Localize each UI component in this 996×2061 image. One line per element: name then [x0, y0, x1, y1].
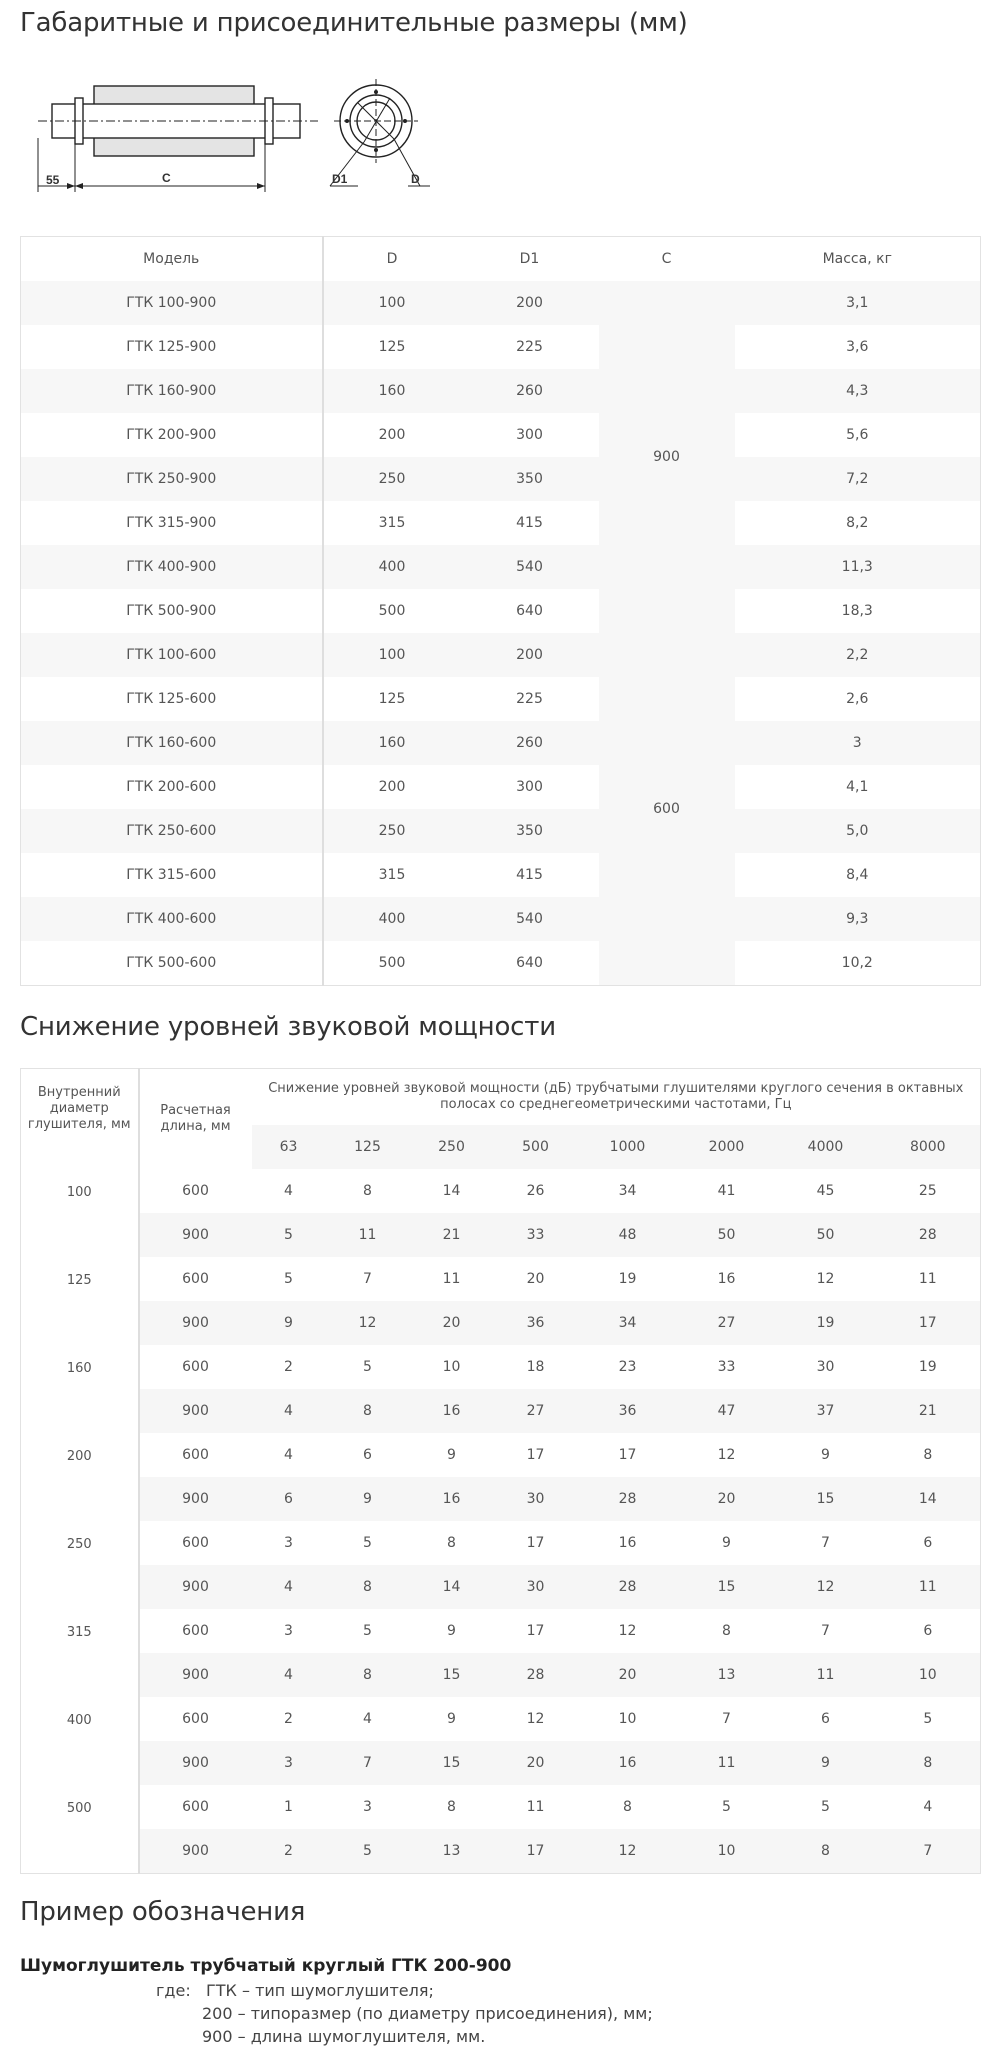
cell-mass: 9,3	[735, 897, 981, 941]
cell-reduction-value: 8	[326, 1653, 410, 1697]
cell-reduction-value: 33	[717, 1359, 736, 1375]
cell-reduction-value: 9	[447, 1447, 456, 1463]
table-row	[21, 369, 981, 413]
section-title-dimensions: Габаритные и присоединительные размеры (мм)	[20, 8, 688, 38]
cell-reduction-value: 9	[447, 1623, 456, 1639]
cell-d1: 640	[461, 941, 599, 986]
cell-mass: 11,3	[735, 545, 981, 589]
cell-length: 900	[139, 1477, 252, 1521]
cell-reduction-value: 37	[776, 1389, 876, 1433]
cell-d: 125	[323, 325, 461, 369]
cell-d: 400	[323, 897, 461, 941]
cell-reduction-value: 5	[722, 1799, 731, 1815]
cell-reduction-value: 45	[816, 1183, 835, 1199]
cell-reduction-value: 26	[526, 1183, 545, 1199]
header-frequency: 63	[252, 1125, 326, 1169]
cell-reduction-value: 16	[578, 1741, 678, 1785]
table-row	[21, 1345, 981, 1389]
cell-reduction-value: 5	[821, 1799, 830, 1815]
table-row	[21, 1521, 981, 1565]
cell-reduction-value: 17	[526, 1447, 545, 1463]
cell-reduction-value: 1	[284, 1799, 293, 1815]
cell-d: 100	[323, 633, 461, 677]
cell-mass: 7,2	[735, 457, 981, 501]
cell-reduction-value: 30	[816, 1359, 835, 1375]
cell-reduction-value: 5	[923, 1711, 933, 1727]
table-row	[21, 721, 981, 765]
cell-model: ГТК 200-900	[21, 413, 323, 457]
cell-reduction-value: 12	[816, 1271, 835, 1287]
cell-reduction-value: 8	[447, 1535, 456, 1551]
cell-reduction-value: 2	[252, 1829, 326, 1874]
cell-reduction-value: 8	[722, 1623, 731, 1639]
dim-label-55: 55	[46, 173, 60, 187]
cell-reduction-value: 11	[678, 1741, 776, 1785]
cell-d1: 640	[461, 589, 599, 633]
header-design-length: Расчетная длина, мм	[160, 1103, 231, 1134]
cell-reduction-value: 5	[363, 1359, 372, 1375]
cell-length: 900	[139, 1213, 252, 1257]
cell-reduction-value: 17	[618, 1447, 637, 1463]
cell-reduction-value: 36	[494, 1301, 578, 1345]
cell-reduction-value: 50	[678, 1213, 776, 1257]
cell-reduction-value: 13	[678, 1653, 776, 1697]
cell-d: 250	[323, 457, 461, 501]
cell-reduction-value: 27	[494, 1389, 578, 1433]
cell-mass: 4,1	[735, 765, 981, 809]
cell-length: 600	[182, 1271, 209, 1287]
table-row	[21, 1477, 981, 1521]
cell-reduction-value: 4	[252, 1565, 326, 1609]
cell-d1: 540	[461, 897, 599, 941]
example-line-size: 200 – типоразмер (по диаметру присоединения), мм;	[202, 2004, 653, 2023]
cell-reduction-value: 17	[526, 1535, 545, 1551]
table-row	[21, 1213, 981, 1257]
cell-reduction-value: 20	[526, 1271, 545, 1287]
cell-reduction-value: 6	[923, 1535, 933, 1551]
cell-reduction-value: 47	[678, 1389, 776, 1433]
cell-reduction-value: 6	[252, 1477, 326, 1521]
cell-length: 900	[139, 1741, 252, 1785]
cell-reduction-value: 28	[494, 1653, 578, 1697]
cell-reduction-value: 14	[442, 1183, 461, 1199]
cell-reduction-value: 13	[410, 1829, 494, 1874]
cell-reduction-value: 8	[363, 1183, 372, 1199]
cell-reduction-value: 16	[410, 1477, 494, 1521]
cell-reduction-value: 17	[526, 1623, 545, 1639]
example-line-type: ГТК – тип шумоглушителя;	[206, 1981, 434, 2000]
cell-reduction-value: 9	[776, 1741, 876, 1785]
cell-reduction-value: 36	[578, 1389, 678, 1433]
table-row	[21, 1829, 981, 1874]
dimensions-table	[20, 236, 981, 986]
cell-d: 315	[323, 501, 461, 545]
cell-model: ГТК 315-900	[21, 501, 323, 545]
cell-reduction-value: 2	[284, 1711, 293, 1727]
cell-model: ГТК 400-600	[21, 897, 323, 941]
table-row	[21, 501, 981, 545]
cell-reduction-value: 9	[821, 1447, 830, 1463]
header-inner-diameter: Внутренний диаметр глушителя, мм	[21, 1069, 139, 1170]
cell-d: 160	[323, 369, 461, 413]
cell-model: ГТК 315-600	[21, 853, 323, 897]
table-row	[21, 633, 981, 677]
cell-d: 125	[323, 677, 461, 721]
cell-reduction-value: 3	[284, 1535, 293, 1551]
cell-diameter: 400	[21, 1697, 139, 1785]
cell-mass: 18,3	[735, 589, 981, 633]
cell-c: 600	[599, 633, 735, 986]
cell-reduction-value: 21	[410, 1213, 494, 1257]
cell-reduction-value: 8	[326, 1565, 410, 1609]
cell-diameter: 500	[21, 1785, 139, 1874]
cell-mass: 4,3	[735, 369, 981, 413]
cell-reduction-value: 11	[442, 1271, 461, 1287]
cell-length: 600	[182, 1535, 209, 1551]
cell-d: 160	[323, 721, 461, 765]
dim-label-d: D	[411, 172, 420, 186]
cell-mass: 8,4	[735, 853, 981, 897]
table-row	[21, 545, 981, 589]
cell-mass: 5,0	[735, 809, 981, 853]
cell-reduction-value: 18	[526, 1359, 545, 1375]
header-frequency: 250	[410, 1125, 494, 1169]
cell-d: 500	[323, 589, 461, 633]
cell-mass: 8,2	[735, 501, 981, 545]
cell-d1: 260	[461, 721, 599, 765]
header-frequency: 8000	[876, 1125, 981, 1169]
cell-diameter: 200	[21, 1433, 139, 1521]
example-line-length: 900 – длина шумоглушителя, мм.	[202, 2027, 486, 2046]
header-frequency: 4000	[776, 1125, 876, 1169]
cell-length: 600	[182, 1447, 209, 1463]
cell-reduction-value: 20	[578, 1653, 678, 1697]
cell-reduction-value: 20	[494, 1741, 578, 1785]
table-row	[21, 1257, 981, 1301]
cell-reduction-value: 10	[876, 1653, 981, 1697]
cell-mass: 5,6	[735, 413, 981, 457]
cell-reduction-value: 7	[876, 1829, 981, 1874]
cell-reduction-value: 7	[821, 1535, 830, 1551]
cell-reduction-value: 19	[618, 1271, 637, 1287]
cell-reduction-value: 30	[494, 1565, 578, 1609]
cell-reduction-value: 11	[876, 1565, 981, 1609]
cell-reduction-value: 12	[776, 1565, 876, 1609]
cell-reduction-value: 7	[821, 1623, 830, 1639]
cell-d: 250	[323, 809, 461, 853]
cell-model: ГТК 100-900	[21, 281, 323, 325]
cell-diameter: 315	[21, 1609, 139, 1697]
cell-d1: 350	[461, 809, 599, 853]
cell-model: ГТК 125-900	[21, 325, 323, 369]
header-c: C	[661, 251, 672, 267]
cell-reduction-value: 5	[363, 1623, 372, 1639]
cell-d: 200	[323, 413, 461, 457]
cell-reduction-value: 3	[284, 1623, 293, 1639]
cell-reduction-value: 5	[252, 1213, 326, 1257]
table-row	[21, 1785, 981, 1829]
table-row	[21, 1301, 981, 1345]
cell-model: ГТК 100-600	[21, 633, 323, 677]
cell-reduction-value: 5	[284, 1271, 293, 1287]
cell-reduction-value: 15	[410, 1741, 494, 1785]
cell-reduction-value: 19	[918, 1359, 937, 1375]
table-row	[21, 1433, 981, 1477]
cell-d1: 260	[461, 369, 599, 413]
header-d1: D1	[519, 251, 540, 267]
table-row	[21, 1609, 981, 1653]
cell-reduction-value: 33	[494, 1213, 578, 1257]
example-where: где:	[156, 1981, 191, 2000]
cell-length: 600	[182, 1711, 209, 1727]
cell-diameter: 250	[21, 1521, 139, 1609]
cell-reduction-value: 15	[410, 1653, 494, 1697]
cell-d1: 200	[461, 633, 599, 677]
cell-reduction-value: 6	[821, 1711, 830, 1727]
cell-reduction-value: 8	[776, 1829, 876, 1874]
cell-reduction-value: 34	[618, 1183, 637, 1199]
cell-reduction-value: 8	[623, 1799, 632, 1815]
cell-reduction-value: 14	[876, 1477, 981, 1521]
table-row	[21, 457, 981, 501]
cell-reduction-value: 28	[578, 1565, 678, 1609]
header-frequency: 2000	[678, 1125, 776, 1169]
cell-length: 600	[182, 1183, 209, 1199]
cell-reduction-value: 10	[618, 1711, 637, 1727]
cell-d: 500	[323, 941, 461, 986]
cell-reduction-value: 17	[876, 1301, 981, 1345]
cell-d1: 415	[461, 501, 599, 545]
cell-reduction-value: 30	[494, 1477, 578, 1521]
table-row	[21, 853, 981, 897]
cell-length: 900	[139, 1653, 252, 1697]
cell-reduction-value: 15	[776, 1477, 876, 1521]
cell-reduction-value: 17	[494, 1829, 578, 1874]
cell-d1: 300	[461, 413, 599, 457]
header-model: Модель	[143, 251, 200, 267]
cell-reduction-value: 20	[410, 1301, 494, 1345]
cell-model: ГТК 160-600	[21, 721, 323, 765]
cell-reduction-value: 12	[717, 1447, 736, 1463]
table-row	[21, 897, 981, 941]
cell-d1: 225	[461, 677, 599, 721]
cell-reduction-value: 23	[618, 1359, 637, 1375]
header-mass: Масса, кг	[822, 251, 892, 267]
dim-label-d1: D1	[332, 172, 348, 186]
cell-c: 900	[599, 281, 735, 633]
cell-reduction-value: 4	[284, 1447, 293, 1463]
cell-reduction-value: 48	[578, 1213, 678, 1257]
cell-reduction-value: 16	[717, 1271, 736, 1287]
cell-reduction-value: 10	[442, 1359, 461, 1375]
cell-d1: 300	[461, 765, 599, 809]
cell-reduction-value: 16	[618, 1535, 637, 1551]
cell-d1: 415	[461, 853, 599, 897]
cell-d: 400	[323, 545, 461, 589]
cell-reduction-value: 3	[252, 1741, 326, 1785]
cell-diameter: 125	[21, 1257, 139, 1345]
table-row	[21, 677, 981, 721]
table-row	[21, 589, 981, 633]
cell-reduction-value: 9	[326, 1477, 410, 1521]
table-row	[21, 1565, 981, 1609]
cell-d1: 540	[461, 545, 599, 589]
cell-reduction-value: 21	[876, 1389, 981, 1433]
cell-reduction-value: 19	[776, 1301, 876, 1345]
cell-reduction-value: 4	[363, 1711, 372, 1727]
table-row	[21, 325, 981, 369]
cell-mass: 2,2	[735, 633, 981, 677]
dim-label-c: C	[162, 171, 171, 185]
cell-reduction-value: 12	[578, 1829, 678, 1874]
cell-model: ГТК 500-600	[21, 941, 323, 986]
cell-length: 900	[139, 1389, 252, 1433]
cell-reduction-value: 5	[363, 1535, 372, 1551]
cell-diameter: 100	[21, 1169, 139, 1257]
cell-reduction-value: 8	[876, 1741, 981, 1785]
sound-reduction-table	[20, 1068, 981, 1874]
cell-reduction-value: 9	[722, 1535, 731, 1551]
cell-reduction-value: 12	[526, 1711, 545, 1727]
cell-reduction-value: 15	[678, 1565, 776, 1609]
cell-model: ГТК 500-900	[21, 589, 323, 633]
header-d: D	[323, 237, 461, 282]
cell-reduction-value: 5	[326, 1829, 410, 1874]
cell-diameter: 160	[21, 1345, 139, 1433]
cell-model: ГТК 400-900	[21, 545, 323, 589]
cell-mass: 3,1	[735, 281, 981, 325]
cell-reduction-value: 6	[923, 1623, 933, 1639]
table-row	[21, 941, 981, 986]
section-title-example: Пример обозначения	[20, 1897, 306, 1927]
cell-d: 100	[323, 281, 461, 325]
cell-reduction-value: 27	[678, 1301, 776, 1345]
cell-reduction-value: 14	[410, 1565, 494, 1609]
table-row	[21, 1653, 981, 1697]
cell-length: 900	[139, 1829, 252, 1874]
cell-reduction-value: 3	[363, 1799, 372, 1815]
table-row	[21, 1697, 981, 1741]
cell-reduction-value: 12	[326, 1301, 410, 1345]
table-row	[21, 765, 981, 809]
cell-reduction-value: 12	[618, 1623, 637, 1639]
cell-length: 900	[139, 1301, 252, 1345]
header-frequency: 1000	[578, 1125, 678, 1169]
cell-reduction-value: 41	[717, 1183, 736, 1199]
cell-mass: 3	[735, 721, 981, 765]
cell-length: 600	[182, 1623, 209, 1639]
cell-length: 600	[182, 1359, 209, 1375]
table-row	[21, 1741, 981, 1785]
cell-reduction-value: 11	[918, 1271, 937, 1287]
cell-reduction-value: 28	[578, 1477, 678, 1521]
cell-reduction-value: 7	[722, 1711, 731, 1727]
cell-reduction-value: 4	[923, 1799, 933, 1815]
cell-reduction-value: 4	[252, 1653, 326, 1697]
table-row	[21, 1169, 981, 1213]
cell-reduction-value: 28	[876, 1213, 981, 1257]
cell-model: ГТК 250-600	[21, 809, 323, 853]
cell-reduction-value: 2	[284, 1359, 293, 1375]
cell-reduction-value: 11	[776, 1653, 876, 1697]
cell-reduction-value: 7	[363, 1271, 372, 1287]
cell-d1: 200	[461, 281, 599, 325]
cell-model: ГТК 125-600	[21, 677, 323, 721]
cell-reduction-value: 34	[578, 1301, 678, 1345]
cell-reduction-value: 8	[447, 1799, 456, 1815]
table-row	[21, 1389, 981, 1433]
cell-reduction-value: 10	[678, 1829, 776, 1874]
table-row	[21, 413, 981, 457]
section-title-sound: Снижение уровней звуковой мощности	[20, 1012, 556, 1042]
cell-d1: 350	[461, 457, 599, 501]
cell-model: ГТК 250-900	[21, 457, 323, 501]
cell-reduction-value: 16	[410, 1389, 494, 1433]
cell-reduction-value: 50	[776, 1213, 876, 1257]
cell-reduction-value: 8	[326, 1389, 410, 1433]
cell-reduction-value: 8	[923, 1447, 933, 1463]
cell-reduction-value: 11	[526, 1799, 545, 1815]
cell-reduction-value: 7	[326, 1741, 410, 1785]
cell-d1: 225	[461, 325, 599, 369]
header-frequency: 125	[326, 1125, 410, 1169]
table-row	[21, 809, 981, 853]
cell-length: 600	[182, 1799, 209, 1815]
header-frequency-group: Снижение уровней звуковой мощности (дБ) трубчатыми глушителями круглого сечения в октавных полосах со среднегеометрическими частотами, Гц	[268, 1081, 964, 1112]
example-name: Шумоглушитель трубчатый круглый ГТК 200-900	[20, 1956, 512, 1976]
cell-reduction-value: 20	[678, 1477, 776, 1521]
cell-model: ГТК 200-600	[21, 765, 323, 809]
cell-mass: 3,6	[735, 325, 981, 369]
cell-mass: 10,2	[735, 941, 981, 986]
cell-reduction-value: 9	[252, 1301, 326, 1345]
cell-reduction-value: 25	[918, 1183, 937, 1199]
cell-reduction-value: 9	[447, 1711, 456, 1727]
cell-mass: 2,6	[735, 677, 981, 721]
table-row	[21, 281, 981, 325]
cell-d: 200	[323, 765, 461, 809]
cell-model: ГТК 160-900	[21, 369, 323, 413]
cell-length: 900	[139, 1565, 252, 1609]
cell-d: 315	[323, 853, 461, 897]
cell-reduction-value: 4	[284, 1183, 293, 1199]
cell-reduction-value: 6	[363, 1447, 372, 1463]
cell-reduction-value: 11	[326, 1213, 410, 1257]
header-frequency: 500	[494, 1125, 578, 1169]
silencer-dimension-drawing	[28, 68, 448, 200]
cell-reduction-value: 4	[252, 1389, 326, 1433]
